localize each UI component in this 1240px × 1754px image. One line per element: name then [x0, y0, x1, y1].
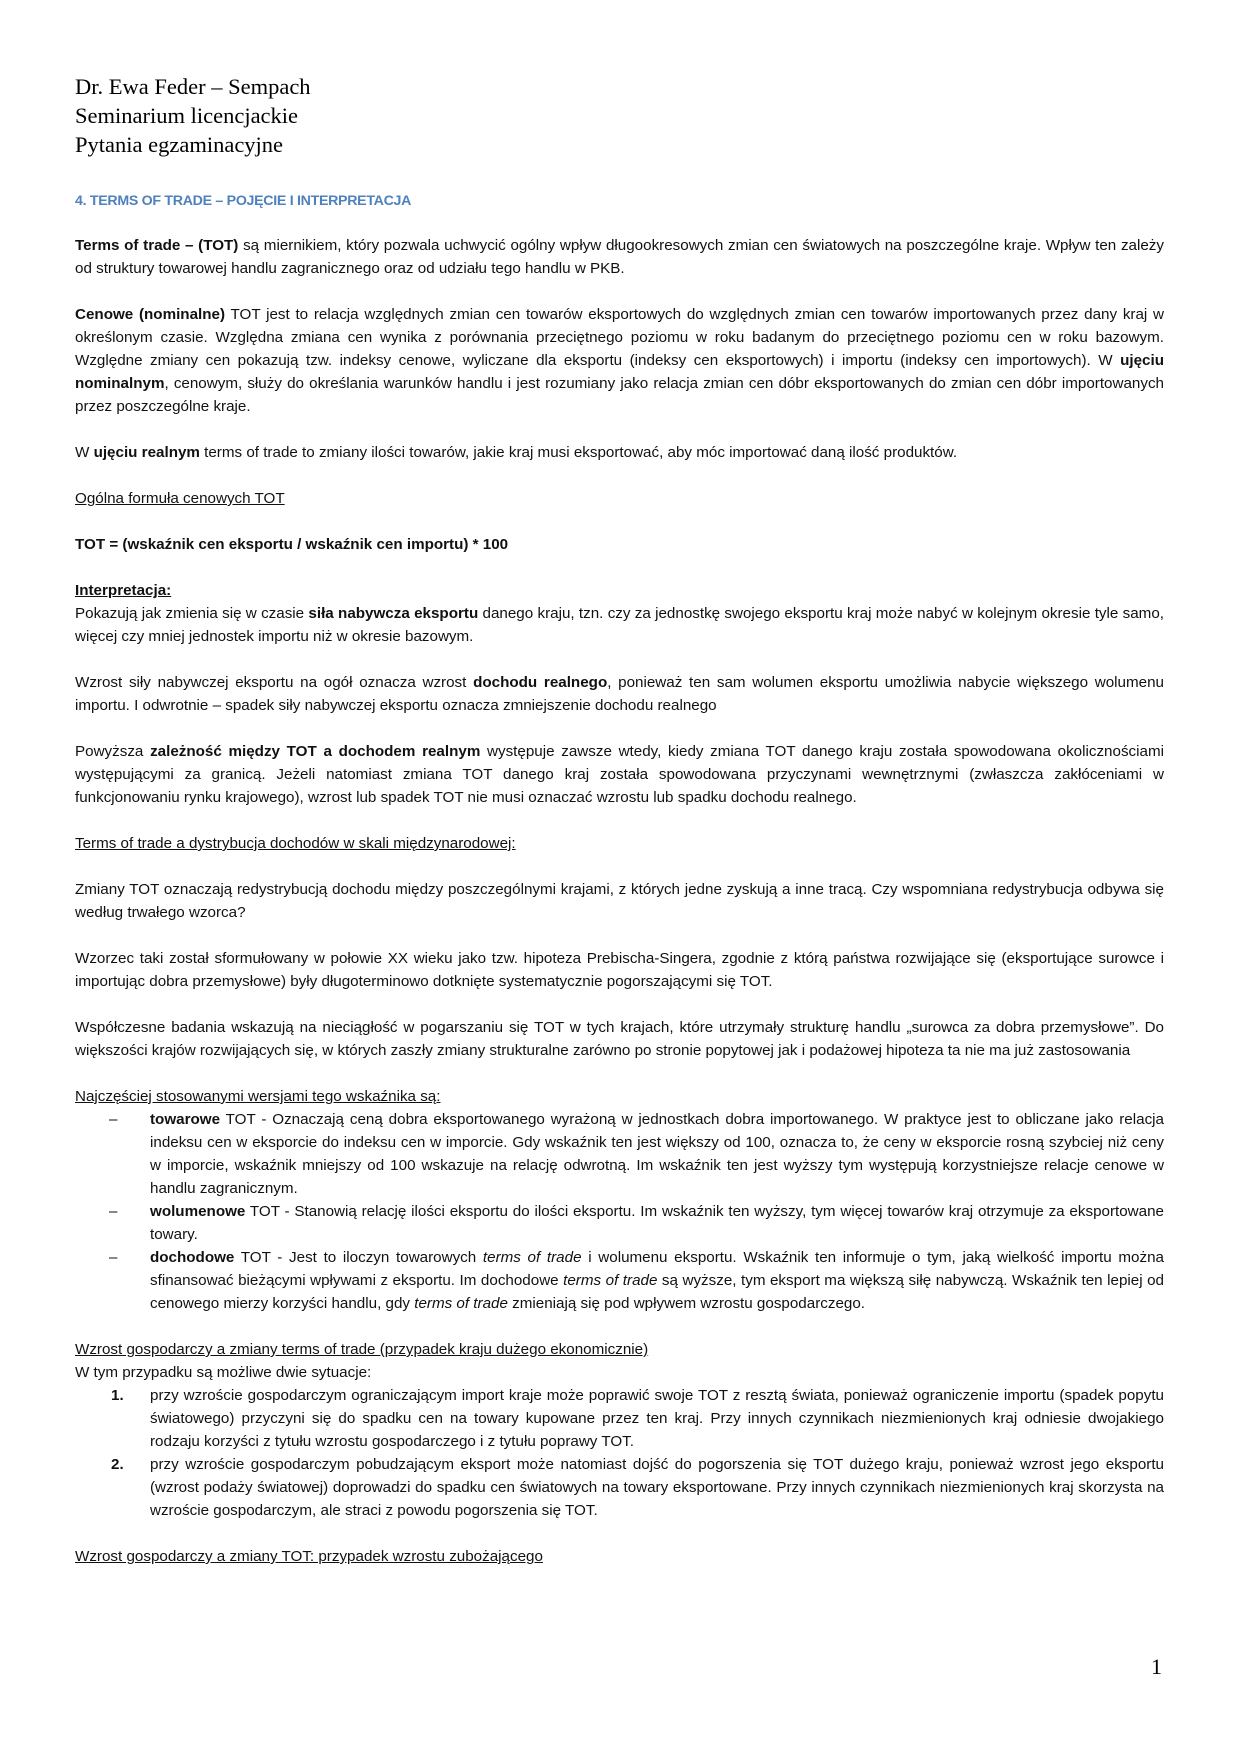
- interpretation-heading: Interpretacja:: [75, 582, 172, 599]
- dash-marker: –: [109, 1111, 118, 1128]
- list-item-text: przy wzroście gospodarczym ograniczającym import kraje może poprawić swoje TOT z resztą świata, ponieważ ograniczenie importu (spadek popytu światowego) przyczyni się do spadku cen na towary kupowane przez ten kraj. Przy innych czynnikach niezmienionych kraj odniesie dwojakiego rodzaju korzyści z tytułu wzrostu gospodarczego i z tytułu poprawy TOT.: [150, 1387, 1164, 1450]
- immiserizing-growth-heading: Wzrost gospodarczy a zmiany TOT: przypadek wzrostu zubożającego: [75, 1548, 543, 1565]
- section-title: 4. TERMS OF TRADE – POJĘCIE I INTERPRETACJA: [75, 193, 412, 209]
- number-marker: 2.: [111, 1456, 124, 1473]
- term-tot: Terms of trade – (TOT): [75, 237, 239, 254]
- list-item: [75, 1108, 1164, 1200]
- paragraph-modern-research: Współczesne badania wskazują na nieciągłość w pogarszaniu się TOT w tych krajach, które utrzymały strukturę handlu „surowca za dobra przemysłowe”. Do większości krajów rozwijających się, w których zaszły zmiany strukturalne zarówno po stronie popytowej jak i podażowej hipoteza ta nie ma już zastosowania: [75, 1019, 1164, 1059]
- formula-heading: Ogólna formuła cenowych TOT: [75, 490, 285, 507]
- term-volume-tot: wolumenowe: [150, 1203, 246, 1220]
- paragraph-text: terms of trade to zmiany ilości towarów, jakie kraj musi eksportować, aby móc importować daną ilość produktów.: [199, 444, 958, 461]
- italic-term: terms of trade: [482, 1249, 582, 1266]
- versions-heading: Najczęściej stosowanymi wersjami tego wskaźnika są:: [75, 1088, 441, 1105]
- term-real-approach: ujęciu realnym: [93, 444, 200, 461]
- term-nominal: Cenowe (nominalne): [75, 306, 226, 323]
- course-line: Seminarium licencjackie: [75, 103, 299, 128]
- document-body: [75, 190, 1164, 1568]
- distribution-heading: Terms of trade a dystrybucja dochodów w skali międzynarodowej:: [75, 835, 516, 852]
- paragraph-definition: [75, 234, 1164, 280]
- paragraph-text: Pokazują jak zmienia się w czasie: [75, 605, 309, 622]
- paragraph-text: TOT jest to relacja względnych zmian cen towarów eksportowych do względnych zmian cen towarów importowanych przez dany kraj w określonym czasie. Względna zmiana cen wynika z porównania przeciętnego poziomu w roku badanym do przeciętnego poziomu cen w roku bazowym. Względne zmiany cen pokazują tzw. indeksy cenowe, wyliczane dla eksportu (indeksy cen eksportowych) i importu (indeksy cen importowych). W: [75, 306, 1165, 369]
- italic-term: terms of trade: [563, 1272, 658, 1289]
- formula: TOT = (wskaźnik cen eksportu / wskaźnik cen importu) * 100: [75, 536, 509, 553]
- subtitle-line: Pytania egzaminacyjne: [75, 132, 284, 157]
- term-purchasing-power: siła nabywcza eksportu: [308, 605, 479, 622]
- paragraph-text: Powyższa: [75, 743, 151, 760]
- paragraph-text: występuje zawsze wtedy, kiedy zmiana TOT danego kraju została spowodowana okolicznościami występującymi za granicą. Jeżeli natomiast zmiana TOT danego kraj została spowodowana przyczynami wewnętrznymi (zwłaszcza zakłóceniami w funkcjonowaniu rynku krajowego), wzrost lub spadek TOT nie musi oznaczać wzrostu lub spadku dochodu realnego.: [75, 743, 1164, 806]
- term-real-income: dochodu realnego: [473, 674, 608, 691]
- term-commodity-tot: towarowe: [150, 1111, 221, 1128]
- page-number: 1: [1151, 1654, 1162, 1679]
- list-item-text: przy wzroście gospodarczym pobudzającym eksport może natomiast dojść do pogorszenia się TOT dużego kraju, ponieważ wzrost jego eksportu (wzrost podaży światowej) doprowadzi do spadku cen światowych na towary eksportowane. Przy innych czynnikach niezmienionych kraj skorzysta na wzroście gospodarczym, ale straci z powodu pogorszenia się TOT.: [150, 1456, 1164, 1519]
- paragraph-text: W: [75, 444, 94, 461]
- dash-marker: –: [109, 1203, 118, 1220]
- list-item: [75, 1453, 1164, 1522]
- italic-term: terms of trade: [414, 1295, 508, 1312]
- paragraph-real: [75, 441, 1164, 464]
- number-marker: 1.: [111, 1387, 124, 1404]
- term-dependency: zależność między TOT a dochodem realnym: [150, 743, 481, 760]
- growth-intro: W tym przypadku są możliwe dwie sytuacje:: [75, 1364, 372, 1381]
- list-item-text: zmieniają się pod wpływem wzrostu gospodarczego.: [507, 1295, 865, 1312]
- growth-list: [75, 1384, 1164, 1522]
- list-item-text: TOT - Jest to iloczyn towarowych: [234, 1249, 483, 1266]
- list-item: [75, 1200, 1164, 1246]
- paragraph-text: Wzrost siły nabywczej eksportu na ogół oznacza wzrost: [75, 674, 474, 691]
- paragraph-nominal: [75, 303, 1164, 418]
- paragraph-dependency: [75, 740, 1164, 809]
- list-item: [75, 1246, 1164, 1315]
- paragraph-text: , ponieważ ten sam wolumen eksportu umożliwia nabycie większego wolumenu importu. I odwrotnie – spadek siły nabywczej eksportu oznacza zmniejszenie dochodu realnego: [75, 674, 1164, 714]
- paragraph-prebisch-singer: Wzorzec taki został sformułowany w połowie XX wieku jako tzw. hipoteza Prebischa-Singera, zgodnie z którą państwa rozwijające się (eksportujące surowce i importując dobra przemysłowe) były długoterminowo dotknięte systematycznie pogorszającymi się TOT.: [75, 950, 1164, 990]
- list-item-text: TOT - Oznaczają ceną dobra eksportowanego wyrażoną w jednostkach dobra importowanego. W praktyce jest to obliczane jako relacja indeksu cen w eksporcie do indeksu cen w imporcie. Gdy wskaźnik ten jest większy od 100, oznacza to, że ceny w eksporcie rosną szybciej niż ceny w imporcie, wskaźnik mniejszy od 100 wskazuje na relację odwrotną. Im wskaźnik ten jest wyższy tym występują korzystniejsze relacje cenowe w handlu zagranicznym.: [150, 1111, 1164, 1197]
- growth-heading: Wzrost gospodarczy a zmiany terms of trade (przypadek kraju dużego ekonomicznie): [75, 1341, 649, 1358]
- versions-list: [75, 1108, 1164, 1315]
- list-item-text: są wyższe, tym eksport ma większą siłę nabywczą. Wskaźnik ten lepiej od cenowego mierzy korzyści handlu, gdy: [150, 1272, 1164, 1312]
- document-header: [75, 72, 311, 159]
- paragraph-interpretation: [75, 602, 1164, 648]
- paragraph-text: , cenowym, służy do określania warunków handlu i jest rozumiany jako relacja zmian cen dóbr eksportowanych do zmian cen dóbr importowanych przez poszczególne kraje.: [75, 375, 1164, 415]
- list-item: [75, 1384, 1164, 1453]
- author-line: Dr. Ewa Feder – Sempach: [75, 74, 311, 99]
- term-income-tot: dochodowe: [150, 1249, 235, 1266]
- paragraph-redistribution: Zmiany TOT oznaczają redystrybucją dochodu między poszczególnymi krajami, z których jedne zyskują a inne tracą. Czy wspomniana redystrybucja odbywa się według trwałego wzorca?: [75, 881, 1164, 921]
- dash-marker: –: [109, 1249, 118, 1266]
- paragraph-real-income: [75, 671, 1164, 717]
- paragraph-text: danego kraju, tzn. czy za jednostkę swojego eksportu kraj może nabyć w kolejnym okresie tyle samo, więcej czy mniej jednostek importu niż w okresie bazowym.: [75, 605, 1164, 645]
- list-item-text: i wolumenu eksportu. Wskaźnik ten informuje o tym, jaką wielkość importu można sfinansować bieżącymi wpływami z eksportu. Im dochodowe: [150, 1249, 1164, 1289]
- term-nominal-approach: ujęciu nominalnym: [75, 352, 1164, 392]
- paragraph-text: są miernikiem, który pozwala uchwycić ogólny wpływ długookresowych zmian cen światowych na poszczególne kraje. Wpływ ten zależy od struktury towarowej handlu zagranicznego oraz od udziału tego handlu w PKB.: [75, 237, 1164, 277]
- list-item-text: TOT - Stanowią relację ilości eksportu do ilości eksportu. Im wskaźnik ten wyższy, tym więcej towarów kraj otrzymuje za eksportowane towary.: [150, 1203, 1164, 1243]
